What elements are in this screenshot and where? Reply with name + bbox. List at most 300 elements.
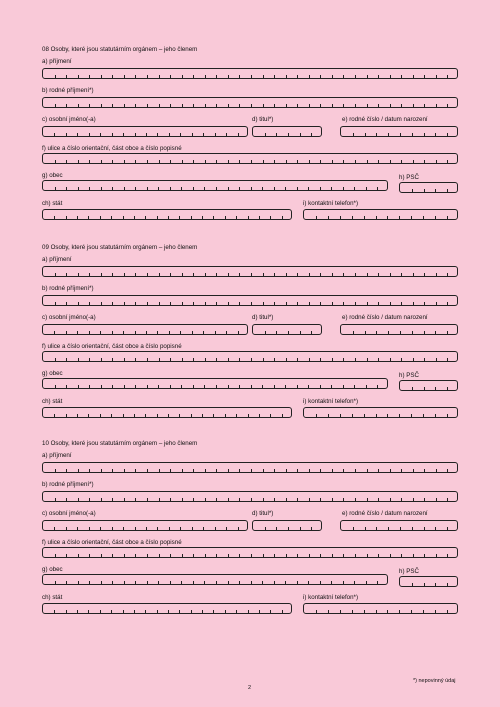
label-postal-code: h) PSČ <box>399 372 419 379</box>
char-cell-divider <box>355 554 356 557</box>
char-cell-divider <box>316 610 317 613</box>
char-cell-divider <box>424 527 425 530</box>
char-cell-divider <box>78 385 79 388</box>
char-cell-divider <box>354 385 355 388</box>
char-cell-divider <box>158 385 159 388</box>
char-cell-divider <box>320 104 321 107</box>
char-cell-divider <box>101 358 102 361</box>
char-cell-divider <box>239 554 240 557</box>
char-cell-divider <box>169 527 170 530</box>
char-cell-divider <box>413 358 414 361</box>
char-cell-divider <box>367 75 368 78</box>
char-cell-divider <box>401 104 402 107</box>
char-cell-divider <box>297 469 298 472</box>
char-cell-divider <box>288 331 289 334</box>
char-cell-divider <box>203 331 204 334</box>
char-cell-divider <box>180 133 181 136</box>
char-cell-divider <box>320 75 321 78</box>
char-cell-divider <box>436 498 437 501</box>
char-cell-divider <box>204 581 205 584</box>
char-cell-divider <box>66 273 67 276</box>
char-cell-divider <box>265 331 266 334</box>
city-field[interactable] <box>42 574 388 585</box>
char-cell-divider <box>239 187 240 190</box>
label-country: ch) stát <box>42 200 63 207</box>
char-cell-divider <box>78 469 79 472</box>
char-cell-divider <box>239 302 240 305</box>
char-cell-divider <box>297 302 298 305</box>
char-cell-divider <box>423 216 424 219</box>
char-cell-divider <box>182 498 183 501</box>
char-cell-divider <box>309 302 310 305</box>
char-cell-divider <box>54 133 55 136</box>
char-cell-divider <box>77 527 78 530</box>
birth-number-field[interactable] <box>340 126 458 137</box>
char-cell-divider <box>286 160 287 163</box>
char-cell-divider <box>239 385 240 388</box>
char-cell-divider <box>390 358 391 361</box>
char-cell-divider <box>216 581 217 584</box>
street-field[interactable] <box>42 547 458 558</box>
char-cell-divider <box>365 331 366 334</box>
char-cell-divider <box>411 216 412 219</box>
char-cell-divider <box>413 302 414 305</box>
char-cell-divider <box>112 160 113 163</box>
char-cell-divider <box>157 133 158 136</box>
char-cell-divider <box>251 273 252 276</box>
char-cell-divider <box>179 414 180 417</box>
label-street: f) ulice a číslo orientační, část obce a číslo popisné <box>42 539 182 546</box>
label-city: g) obec <box>42 566 63 573</box>
given-name-field[interactable] <box>42 324 248 335</box>
char-cell-divider <box>170 498 171 501</box>
char-cell-divider <box>158 581 159 584</box>
char-cell-divider <box>112 302 113 305</box>
char-cell-divider <box>225 216 226 219</box>
char-cell-divider <box>54 331 55 334</box>
char-cell-divider <box>270 610 271 613</box>
char-cell-divider <box>355 104 356 107</box>
char-cell-divider <box>170 554 171 557</box>
char-cell-divider <box>390 75 391 78</box>
char-cell-divider <box>112 554 113 557</box>
given-name-field[interactable] <box>42 520 248 531</box>
char-cell-divider <box>424 498 425 501</box>
char-cell-divider <box>123 133 124 136</box>
char-cell-divider <box>112 498 113 501</box>
char-cell-divider <box>66 414 67 417</box>
char-cell-divider <box>225 414 226 417</box>
char-cell-divider <box>412 133 413 136</box>
char-cell-divider <box>66 498 67 501</box>
char-cell-divider <box>262 187 263 190</box>
char-cell-divider <box>297 187 298 190</box>
birth-surname-field[interactable] <box>42 97 458 108</box>
label-postal-code: h) PSČ <box>399 174 419 181</box>
char-cell-divider <box>286 469 287 472</box>
char-cell-divider <box>399 216 400 219</box>
char-cell-divider <box>320 187 321 190</box>
char-cell-divider <box>170 273 171 276</box>
char-cell-divider <box>424 104 425 107</box>
char-cell-divider <box>170 187 171 190</box>
char-cell-divider <box>364 414 365 417</box>
char-cell-divider <box>89 160 90 163</box>
char-cell-divider <box>168 216 169 219</box>
char-cell-divider <box>182 75 183 78</box>
char-cell-divider <box>263 554 264 557</box>
char-cell-divider <box>77 331 78 334</box>
char-cell-divider <box>55 273 56 276</box>
street-field[interactable] <box>42 351 458 362</box>
char-cell-divider <box>145 610 146 613</box>
char-cell-divider <box>447 583 448 586</box>
char-cell-divider <box>412 527 413 530</box>
char-cell-divider <box>66 187 67 190</box>
char-cell-divider <box>66 302 67 305</box>
char-cell-divider <box>159 104 160 107</box>
city-field[interactable] <box>42 378 388 389</box>
char-cell-divider <box>236 414 237 417</box>
char-cell-divider <box>423 610 424 613</box>
char-cell-divider <box>215 133 216 136</box>
char-cell-divider <box>263 104 264 107</box>
char-cell-divider <box>89 358 90 361</box>
char-cell-divider <box>311 527 312 530</box>
surname-field[interactable] <box>42 266 458 277</box>
char-cell-divider <box>355 160 356 163</box>
char-cell-divider <box>413 273 414 276</box>
char-cell-divider <box>447 160 448 163</box>
char-cell-divider <box>124 273 125 276</box>
char-cell-divider <box>135 133 136 136</box>
char-cell-divider <box>424 469 425 472</box>
char-cell-divider <box>447 358 448 361</box>
char-cell-divider <box>251 302 252 305</box>
char-cell-divider <box>447 387 448 390</box>
char-cell-divider <box>436 160 437 163</box>
char-cell-divider <box>55 160 56 163</box>
char-cell-divider <box>331 187 332 190</box>
char-cell-divider <box>251 469 252 472</box>
char-cell-divider <box>78 160 79 163</box>
char-cell-divider <box>424 133 425 136</box>
char-cell-divider <box>205 104 206 107</box>
char-cell-divider <box>251 160 252 163</box>
char-cell-divider <box>390 302 391 305</box>
char-cell-divider <box>251 498 252 501</box>
char-cell-divider <box>89 581 90 584</box>
char-cell-divider <box>309 273 310 276</box>
char-cell-divider <box>308 581 309 584</box>
char-cell-divider <box>89 133 90 136</box>
char-cell-divider <box>134 414 135 417</box>
char-cell-divider <box>111 414 112 417</box>
char-cell-divider <box>352 610 353 613</box>
char-cell-divider <box>134 610 135 613</box>
char-cell-divider <box>112 75 113 78</box>
country-field[interactable] <box>42 603 292 614</box>
char-cell-divider <box>123 216 124 219</box>
char-cell-divider <box>55 469 56 472</box>
char-cell-divider <box>286 302 287 305</box>
char-cell-divider <box>192 133 193 136</box>
char-cell-divider <box>170 469 171 472</box>
char-cell-divider <box>401 160 402 163</box>
char-cell-divider <box>400 331 401 334</box>
char-cell-divider <box>112 469 113 472</box>
char-cell-divider <box>424 554 425 557</box>
char-cell-divider <box>169 133 170 136</box>
country-field[interactable] <box>42 407 292 418</box>
char-cell-divider <box>54 527 55 530</box>
char-cell-divider <box>135 160 136 163</box>
char-cell-divider <box>101 554 102 557</box>
char-cell-divider <box>387 414 388 417</box>
char-cell-divider <box>159 358 160 361</box>
char-cell-divider <box>377 385 378 388</box>
char-cell-divider <box>401 554 402 557</box>
char-cell-divider <box>147 385 148 388</box>
char-cell-divider <box>411 414 412 417</box>
char-cell-divider <box>447 331 448 334</box>
char-cell-divider <box>343 273 344 276</box>
char-cell-divider <box>263 302 264 305</box>
char-cell-divider <box>66 469 67 472</box>
char-cell-divider <box>193 469 194 472</box>
char-cell-divider <box>259 610 260 613</box>
char-cell-divider <box>355 469 356 472</box>
char-cell-divider <box>101 498 102 501</box>
label-birth-surname: b) rodné příjmení*) <box>42 285 94 292</box>
char-cell-divider <box>297 273 298 276</box>
char-cell-divider <box>390 104 391 107</box>
phone-field[interactable] <box>303 407 458 418</box>
char-cell-divider <box>355 498 356 501</box>
surname-field[interactable] <box>42 68 458 79</box>
char-cell-divider <box>66 581 67 584</box>
postal-code-field[interactable] <box>399 380 458 391</box>
char-cell-divider <box>135 469 136 472</box>
char-cell-divider <box>376 331 377 334</box>
char-cell-divider <box>135 527 136 530</box>
char-cell-divider <box>135 75 136 78</box>
char-cell-divider <box>367 104 368 107</box>
char-cell-divider <box>332 75 333 78</box>
char-cell-divider <box>228 469 229 472</box>
char-cell-divider <box>124 302 125 305</box>
char-cell-divider <box>236 216 237 219</box>
label-city: g) obec <box>42 370 63 377</box>
char-cell-divider <box>181 385 182 388</box>
char-cell-divider <box>192 527 193 530</box>
char-cell-divider <box>54 610 55 613</box>
char-cell-divider <box>101 302 102 305</box>
char-cell-divider <box>89 187 90 190</box>
char-cell-divider <box>297 554 298 557</box>
char-cell-divider <box>309 160 310 163</box>
char-cell-divider <box>401 273 402 276</box>
char-cell-divider <box>248 216 249 219</box>
postal-code-field[interactable] <box>399 182 458 193</box>
char-cell-divider <box>202 414 203 417</box>
char-cell-divider <box>135 358 136 361</box>
char-cell-divider <box>274 302 275 305</box>
char-cell-divider <box>238 527 239 530</box>
char-cell-divider <box>270 414 271 417</box>
char-cell-divider <box>159 469 160 472</box>
char-cell-divider <box>225 610 226 613</box>
char-cell-divider <box>112 581 113 584</box>
char-cell-divider <box>239 75 240 78</box>
char-cell-divider <box>193 273 194 276</box>
char-cell-divider <box>193 302 194 305</box>
char-cell-divider <box>251 358 252 361</box>
phone-field[interactable] <box>303 209 458 220</box>
char-cell-divider <box>193 75 194 78</box>
char-cell-divider <box>238 133 239 136</box>
char-cell-divider <box>377 187 378 190</box>
char-cell-divider <box>401 302 402 305</box>
char-cell-divider <box>274 358 275 361</box>
char-cell-divider <box>353 527 354 530</box>
char-cell-divider <box>216 302 217 305</box>
char-cell-divider <box>447 273 448 276</box>
char-cell-divider <box>365 527 366 530</box>
char-cell-divider <box>365 133 366 136</box>
char-cell-divider <box>447 469 448 472</box>
char-cell-divider <box>78 498 79 501</box>
char-cell-divider <box>101 469 102 472</box>
char-cell-divider <box>159 160 160 163</box>
char-cell-divider <box>112 104 113 107</box>
char-cell-divider <box>343 498 344 501</box>
char-cell-divider <box>390 469 391 472</box>
char-cell-divider <box>367 302 368 305</box>
char-cell-divider <box>89 527 90 530</box>
char-cell-divider <box>228 104 229 107</box>
char-cell-divider <box>111 216 112 219</box>
char-cell-divider <box>124 160 125 163</box>
char-cell-divider <box>215 331 216 334</box>
char-cell-divider <box>436 273 437 276</box>
char-cell-divider <box>399 610 400 613</box>
char-cell-divider <box>343 75 344 78</box>
char-cell-divider <box>101 104 102 107</box>
char-cell-divider <box>147 554 148 557</box>
char-cell-divider <box>147 273 148 276</box>
char-cell-divider <box>55 75 56 78</box>
title-field[interactable] <box>252 126 322 137</box>
char-cell-divider <box>216 385 217 388</box>
char-cell-divider <box>100 216 101 219</box>
birth-surname-field[interactable] <box>42 295 458 306</box>
char-cell-divider <box>424 273 425 276</box>
label-title: d) titul*) <box>252 314 274 321</box>
char-cell-divider <box>170 358 171 361</box>
char-cell-divider <box>228 160 229 163</box>
char-cell-divider <box>205 554 206 557</box>
birth-number-field[interactable] <box>340 324 458 335</box>
char-cell-divider <box>274 581 275 584</box>
birth-surname-field[interactable] <box>42 491 458 502</box>
char-cell-divider <box>182 104 183 107</box>
char-cell-divider <box>54 414 55 417</box>
surname-field[interactable] <box>42 462 458 473</box>
char-cell-divider <box>89 498 90 501</box>
label-birth-number: e) rodné číslo / datum narození <box>342 314 428 321</box>
char-cell-divider <box>390 273 391 276</box>
char-cell-divider <box>228 187 229 190</box>
char-cell-divider <box>308 385 309 388</box>
country-field[interactable] <box>42 209 292 220</box>
char-cell-divider <box>170 581 171 584</box>
char-cell-divider <box>274 160 275 163</box>
char-cell-divider <box>274 554 275 557</box>
char-cell-divider <box>340 216 341 219</box>
char-cell-divider <box>66 104 67 107</box>
label-street: f) ulice a číslo orientační, část obce a číslo popisné <box>42 343 182 350</box>
char-cell-divider <box>55 302 56 305</box>
char-cell-divider <box>285 385 286 388</box>
label-city: g) obec <box>42 172 63 179</box>
city-field[interactable] <box>42 180 388 191</box>
char-cell-divider <box>147 358 148 361</box>
char-cell-divider <box>390 160 391 163</box>
char-cell-divider <box>179 216 180 219</box>
label-given-name: c) osobní jméno(-a) <box>42 116 96 123</box>
char-cell-divider <box>78 187 79 190</box>
char-cell-divider <box>447 216 448 219</box>
char-cell-divider <box>352 414 353 417</box>
title-field[interactable] <box>252 324 322 335</box>
char-cell-divider <box>216 498 217 501</box>
char-cell-divider <box>436 75 437 78</box>
postal-code-field[interactable] <box>399 576 458 587</box>
char-cell-divider <box>157 331 158 334</box>
char-cell-divider <box>251 554 252 557</box>
given-name-field[interactable] <box>42 126 248 137</box>
title-field[interactable] <box>252 520 322 531</box>
char-cell-divider <box>216 104 217 107</box>
label-postal-code: h) PSČ <box>399 568 419 575</box>
char-cell-divider <box>192 331 193 334</box>
char-cell-divider <box>100 331 101 334</box>
char-cell-divider <box>285 581 286 584</box>
char-cell-divider <box>147 581 148 584</box>
char-cell-divider <box>123 610 124 613</box>
char-cell-divider <box>135 273 136 276</box>
char-cell-divider <box>77 610 78 613</box>
char-cell-divider <box>157 527 158 530</box>
char-cell-divider <box>204 187 205 190</box>
char-cell-divider <box>135 554 136 557</box>
label-birth-surname: b) rodné příjmení*) <box>42 481 94 488</box>
char-cell-divider <box>216 554 217 557</box>
char-cell-divider <box>447 189 448 192</box>
char-cell-divider <box>436 469 437 472</box>
street-field[interactable] <box>42 153 458 164</box>
char-cell-divider <box>366 581 367 584</box>
char-cell-divider <box>263 498 264 501</box>
phone-field[interactable] <box>303 603 458 614</box>
char-cell-divider <box>88 610 89 613</box>
birth-number-field[interactable] <box>340 520 458 531</box>
char-cell-divider <box>239 104 240 107</box>
char-cell-divider <box>88 414 89 417</box>
char-cell-divider <box>66 75 67 78</box>
char-cell-divider <box>181 581 182 584</box>
